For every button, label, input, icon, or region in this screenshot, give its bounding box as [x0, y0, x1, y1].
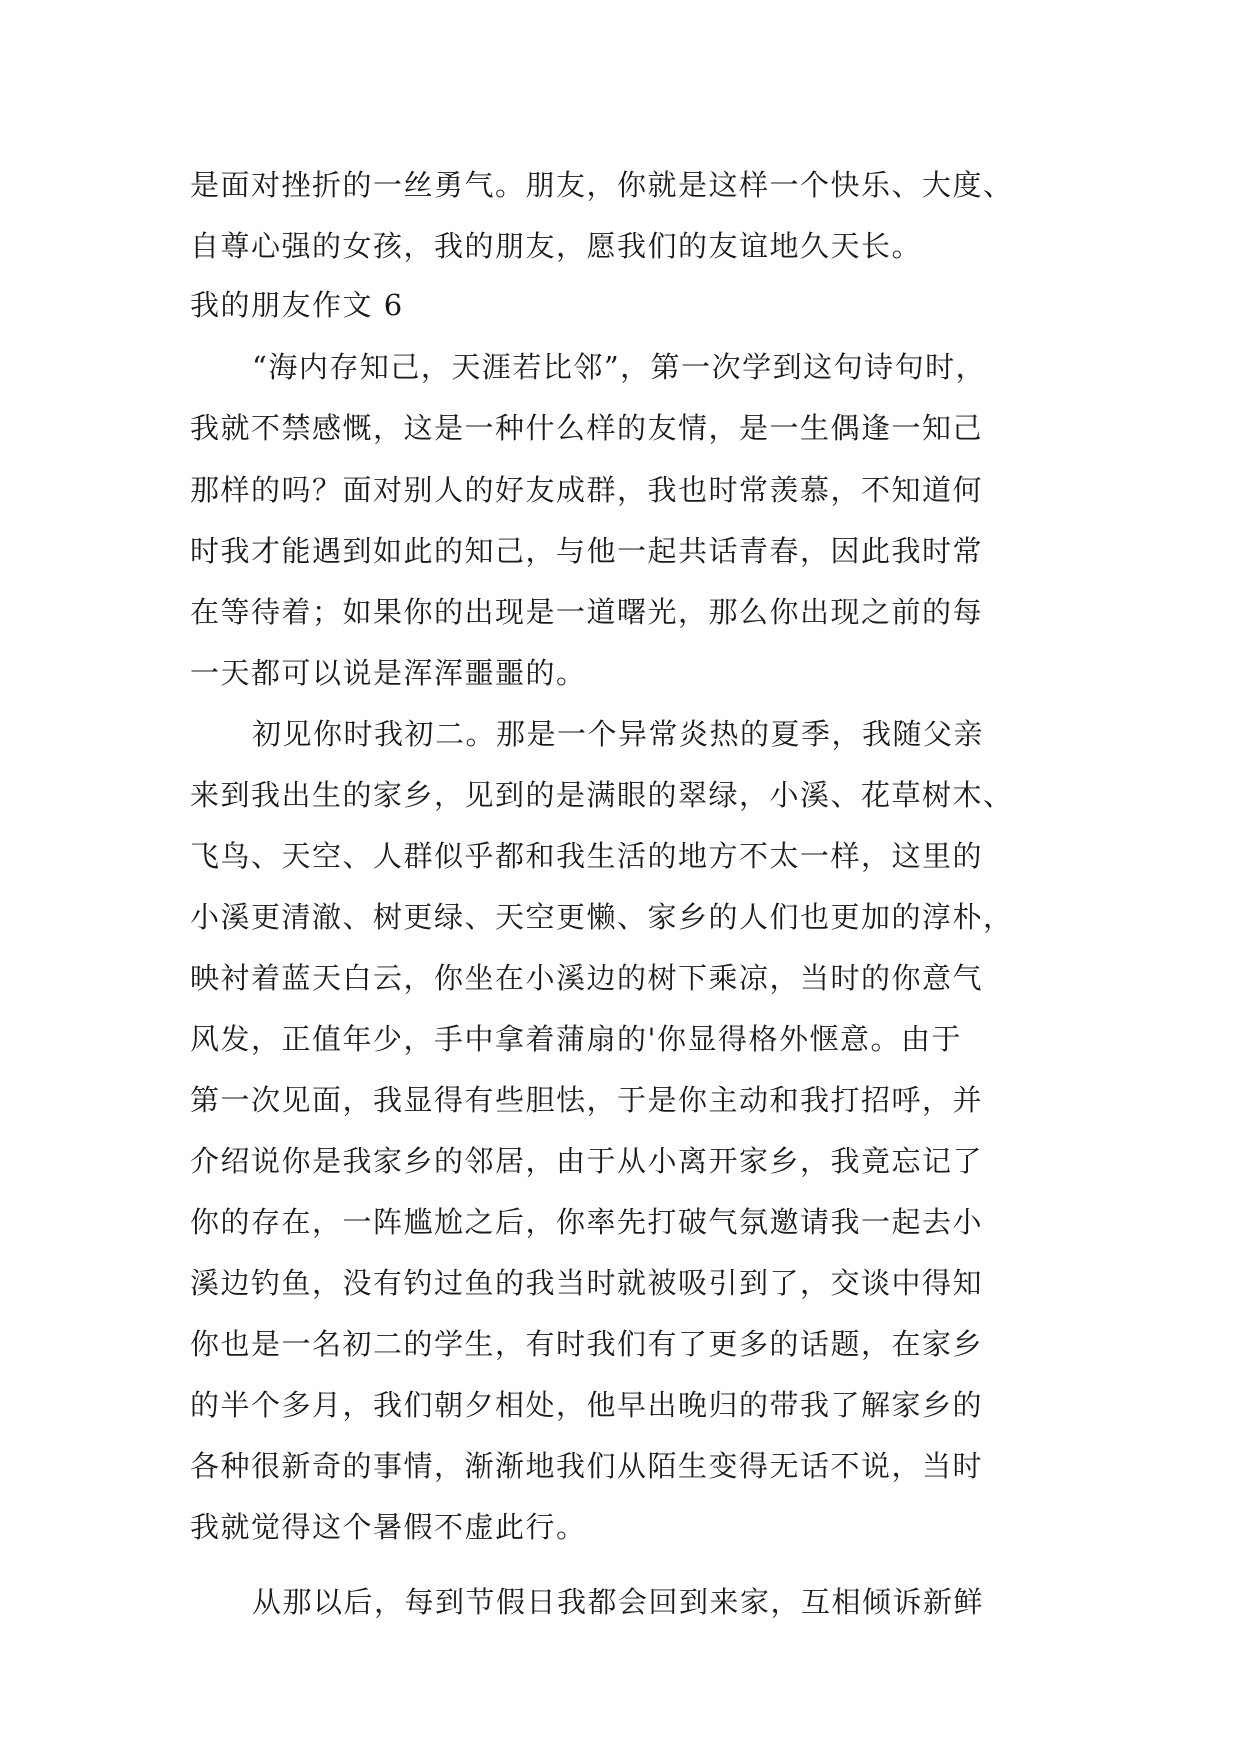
paragraph-line: 从那以后，每到节假日我都会回到来家，互相倾诉新鲜 — [252, 1585, 985, 1619]
paragraph-line: 自尊心强的女孩，我的朋友，愿我们的友谊地久天长。 — [190, 229, 923, 263]
paragraph-line: 小溪更清澈、树更绿、天空更懒、家乡的人们也更加的淳朴， — [190, 900, 1014, 934]
paragraph-line: 我就觉得这个暑假不虚此行。 — [190, 1510, 587, 1544]
paragraph-line: 介绍说你是我家乡的邻居，由于从小离开家乡，我竟忘记了 — [190, 1144, 984, 1178]
paragraph-line: “海内存知己，天涯若比邻”，第一次学到这句诗句时， — [252, 350, 987, 384]
paragraph-line: 在等待着；如果你的出现是一道曙光，那么你出现之前的每 — [190, 595, 984, 629]
paragraph-line: 那样的吗？面对别人的好友成群，我也时常羡慕，不知道何 — [190, 473, 984, 507]
paragraph-line: 我就不禁感慨，这是一种什么样的友情，是一生偶逢一知己 — [190, 411, 984, 445]
paragraph-line: 你也是一名初二的学生，有时我们有了更多的话题，在家乡 — [190, 1327, 984, 1361]
paragraph-line: 溪边钓鱼，没有钓过鱼的我当时就被吸引到了，交谈中得知 — [190, 1266, 984, 1300]
paragraph-line: 的半个多月，我们朝夕相处，他早出晚归的带我了解家乡的 — [190, 1388, 984, 1422]
paragraph-line: 你的存在，一阵尴尬之后，你率先打破气氛邀请我一起去小 — [190, 1205, 984, 1239]
paragraph-line: 来到我出生的家乡，见到的是满眼的翠绿，小溪、花草树木、 — [190, 778, 1014, 812]
paragraph-line: 初见你时我初二。那是一个异常炎热的夏季，我随父亲 — [252, 717, 985, 751]
paragraph-line: 飞鸟、天空、人群似乎都和我生活的地方不太一样，这里的 — [190, 839, 984, 873]
paragraph-line: 映衬着蓝天白云，你坐在小溪边的树下乘凉，当时的你意气 — [190, 961, 984, 995]
paragraph-line: 一天都可以说是浑浑噩噩的。 — [190, 656, 587, 690]
paragraph-line: 第一次见面，我显得有些胆怯，于是你主动和我打招呼，并 — [190, 1083, 984, 1117]
paragraph-line: 时我才能遇到如此的知己，与他一起共话青春，因此我时常 — [190, 534, 984, 568]
section-heading: 我的朋友作文 6 — [190, 288, 404, 322]
paragraph-line: 各种很新奇的事情，渐渐地我们从陌生变得无话不说，当时 — [190, 1449, 984, 1483]
paragraph-line: 风发，正值年少，手中拿着蒲扇的'你显得格外惬意。由于 — [190, 1022, 962, 1056]
paragraph-line: 是面对挫折的一丝勇气。朋友，你就是这样一个快乐、大度、 — [190, 168, 1014, 202]
